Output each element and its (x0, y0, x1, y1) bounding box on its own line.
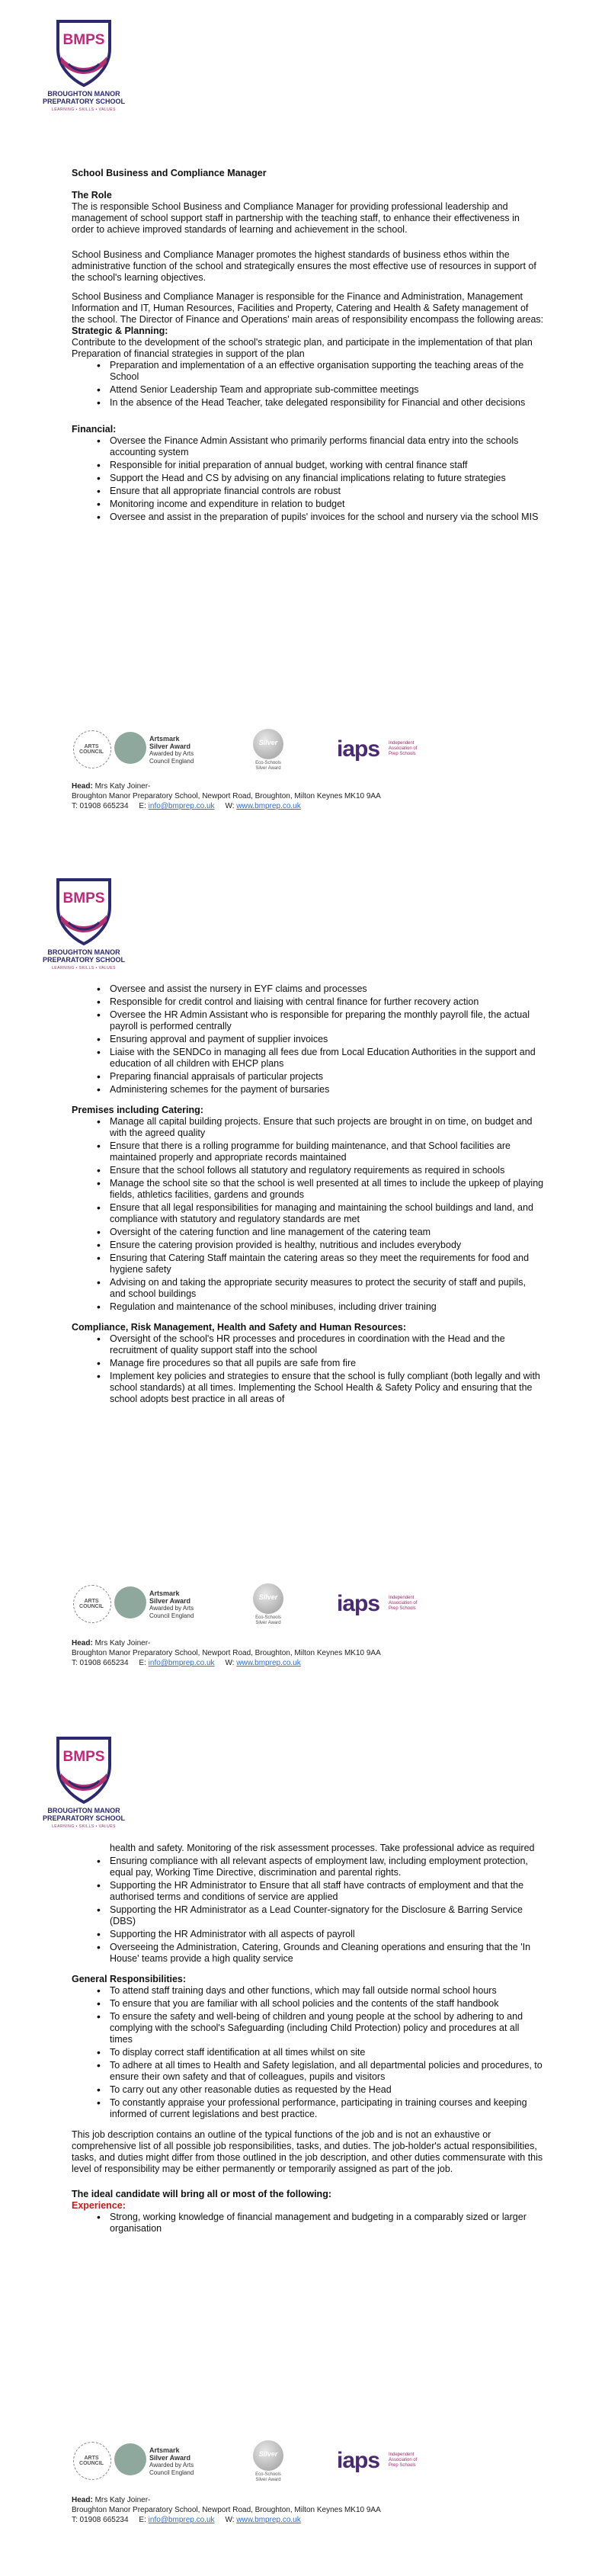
page-3 (0, 1717, 605, 2575)
list-item: • Ensure that all legal responsibilities for managing and maintaining the school buildings and land, and compliance with statutory and regulatory standards are met (72, 1202, 544, 1225)
experience-list (72, 2212, 544, 2234)
list-item: • To ensure the safety and well-being of children and young people at the school by adhering to and complying with the school's Safeguarding (including Child Protection) policy and procedures at all times (72, 2011, 544, 2045)
premises-list (72, 1116, 544, 1313)
website-link[interactable]: www.bmprep.co.uk (236, 802, 301, 810)
page-2-content (72, 983, 544, 1414)
strategic-line-1: Contribute to the development of the school's strategic plan, and participate in the implementation of that plan (72, 337, 533, 348)
list-item: • Manage the school site so that the school is well presented at all times to include the upkeep of playing fields, athletics facilities, gardens and grounds (72, 1178, 544, 1201)
list-item: • Ensure the catering provision provided is healthy, nutritious and includes everybody (72, 1240, 544, 1251)
school-logo (38, 1735, 130, 1834)
page-1-content (72, 168, 544, 532)
silver-award-badge: Silver Eco-Schools Silver Award (247, 729, 290, 772)
arts-council-badge: ARTS COUNCIL (73, 730, 111, 768)
list-item: • To constantly appraise your professional performance, participating in training courses and keeping informed of current legislations and best practice. (72, 2097, 544, 2120)
silver-award-badge: Silver Eco-Schools Silver Award (247, 1583, 290, 1626)
school-logo (38, 877, 130, 976)
list-item: • Ensure that there is a rolling programme for building maintenance, and that School facilities are maintained properly and appropriate records maintained (72, 1140, 544, 1163)
list-item: • Oversee and assist in the preparation of pupils' invoices for the school and nursery via the school MIS (72, 512, 544, 523)
list-item: • Support the Head and CS by advising on any financial implications relating to future strategies (72, 473, 544, 484)
list-item: • Ensure that the school follows all statutory and regulatory requirements as required in schools (72, 1165, 544, 1176)
financial-list-continued (72, 983, 544, 1096)
list-item: • Oversee the HR Admin Assistant who is responsible for preparing the monthly payroll file, the actual payroll is performed centrally (72, 1009, 544, 1032)
list-item: • To carry out any other reasonable duties as requested by the Head (72, 2084, 544, 2096)
page-footer: Head: Mrs Katy Joiner- Broughton Manor Preparatory School, Newport Road, Broughton, Milton Keynes MK10 9AA T: 01908 665234 E: info@bmprep.co.uk W: www.bmprep.co.uk (72, 782, 381, 810)
page-footer: Head: Mrs Katy Joiner- Broughton Manor Preparatory School, Newport Road, Broughton, Milton Keynes MK10 9AA T: 01908 665234 E: info@bmprep.co.uk W: www.bmprep.co.uk (72, 2496, 381, 2524)
list-item: • Implement key policies and strategies to ensure that the school is fully compliant (both legally and with school standards) at all times. Implementing the School Health & Safety Policy and ensuring that the school adopts best practice in all areas of (72, 1371, 544, 1405)
iaps-logo: iaps (337, 1591, 380, 1616)
iaps-logo: iaps (337, 736, 380, 762)
svg-text:BMPS: BMPS (62, 1749, 105, 1765)
list-item: • Attend Senior Leadership Team and appropriate sub-committee meetings (72, 384, 544, 396)
list-item: • Responsible for credit control and liaising with central finance for further recovery action (72, 996, 544, 1008)
iaps-subtitle: Independent Association of Prep Schools (389, 2452, 418, 2468)
list-item: • Manage all capital building projects. Ensure that such projects are brought in on time, on budget and with the agreed quality (72, 1116, 544, 1139)
arts-council-badge: ARTS COUNCIL (73, 1585, 111, 1623)
list-item: • Strong, working knowledge of financial management and budgeting in a comparably sized or larger organisation (72, 2212, 544, 2234)
role-paragraph-1: The is responsible School Business and Compliance Manager for providing professional leadership and management of school support staff in partnership with the teaching staff, to enhance their effectiveness in order to achieve improved standards of learning and achievement in the school. (72, 201, 520, 235)
artsmark-text: Artsmark Silver Award Awarded by Arts Council England (149, 2446, 194, 2476)
financial-heading: Financial: (72, 424, 117, 435)
email-link[interactable]: info@bmprep.co.uk (148, 1659, 215, 1667)
list-item: • Overseeing the Administration, Catering, Grounds and Cleaning operations and ensuring that the 'In House' teams provide a high quality service (72, 1942, 544, 1965)
list-item: • Supporting the HR Administrator as a Lead Counter-signatory for the Disclosure & Barring Service (DBS) (72, 1904, 544, 1927)
role-paragraph-3: School Business and Compliance Manager is responsible for the Finance and Administration, Management Information and IT, Human Resources, Facilities and Property, Catering and Health & Safety management of the school. The Director of Finance and Operations' main areas of responsibility encompass the following areas: (72, 291, 544, 325)
compliance-list (72, 1333, 544, 1405)
financial-list (72, 435, 544, 523)
list-item: • Oversight of the catering function and line management of the catering team (72, 1227, 544, 1238)
list-item: • Monitoring income and expenditure in relation to budget (72, 499, 544, 510)
list-item: • Regulation and maintenance of the school minibuses, including driver training (72, 1301, 544, 1313)
awards-strip (73, 2440, 424, 2483)
list-item: • Responsible for initial preparation of annual budget, working with central finance staff (72, 460, 544, 471)
artsmark-text: Artsmark Silver Award Awarded by Arts Council England (149, 1590, 194, 1619)
list-item: • Supporting the HR Administrator to Ensure that all staff have contracts of employment and that the authorised terms and conditions of service are applied (72, 1880, 544, 1903)
school-motto: LEARNING • SKILLS • VALUES (52, 1824, 116, 1829)
school-name-line1: BROUGHTON MANOR (47, 948, 120, 956)
role-paragraph-2: School Business and Compliance Manager promotes the highest standards of business ethos within the administrative function of the school and strategically ensures the most effective use of resources in support of the school's learning objectives. (72, 249, 536, 283)
list-item: • Liaise with the SENDCo in managing all fees due from Local Education Authorities in the support and education of all children with EHCP plans (72, 1047, 544, 1070)
compliance-continuation: health and safety. Monitoring of the risk assessment processes. Take professional advice as required (110, 1843, 535, 1853)
list-item: • Advising on and taking the appropriate security measures to protect the security of staff and pupils, and school buildings (72, 1277, 544, 1300)
list-item: • Ensuring compliance with all relevant aspects of employment law, including employment protection, equal pay, Working Time Directive, discrimination and parental rights. (72, 1856, 544, 1878)
strategic-list (72, 360, 544, 409)
list-item: • Administering schemes for the payment of bursaries (72, 1084, 544, 1096)
page-footer: Head: Mrs Katy Joiner- Broughton Manor Preparatory School, Newport Road, Broughton, Milton Keynes MK10 9AA T: 01908 665234 E: info@bmprep.co.uk W: www.bmprep.co.uk (72, 1639, 381, 1667)
ideal-candidate-heading: The ideal candidate will bring all or most of the following: (72, 2189, 331, 2199)
email-link[interactable]: info@bmprep.co.uk (148, 2516, 215, 2524)
school-name-line2: PREPARATORY SCHOOL (42, 98, 125, 105)
school-logo (38, 18, 130, 117)
iaps-subtitle: Independent Association of Prep Schools (389, 1596, 418, 1611)
list-item: • Ensuring that Catering Staff maintain the catering areas so they meet the requirements for food and hygiene safety (72, 1253, 544, 1275)
document-title: School Business and Compliance Manager (72, 168, 267, 178)
list-item: • To display correct staff identification at all times whilst on site (72, 2047, 544, 2058)
premises-heading: Premises including Catering: (72, 1105, 203, 1115)
iaps-logo: iaps (337, 2448, 380, 2473)
compliance-heading: Compliance, Risk Management, Health and Safety and Human Resources: (72, 1322, 407, 1333)
list-item: • Ensuring approval and payment of supplier invoices (72, 1034, 544, 1045)
crest-icon (55, 1735, 113, 1805)
svg-text:BMPS: BMPS (62, 890, 105, 906)
list-item: • To attend staff training days and other functions, which may fall outside normal school hours (72, 1985, 544, 1997)
arts-council-badge: ARTS COUNCIL (73, 2442, 111, 2480)
silver-award-badge: Silver Eco-Schools Silver Award (247, 2440, 290, 2483)
compliance-list-continued (72, 1856, 544, 1965)
school-name-line1: BROUGHTON MANOR (47, 90, 120, 98)
general-heading: General Responsibilities: (72, 1974, 187, 1984)
experience-heading: Experience: (72, 2200, 126, 2211)
list-item: • Manage fire procedures so that all pupils are safe from fire (72, 1358, 544, 1369)
list-item: • Oversight of the school's HR processes and procedures in coordination with the Head and the recruitment of quality support staff into the school (72, 1333, 544, 1356)
artsmark-icon (114, 732, 146, 764)
school-name-line2: PREPARATORY SCHOOL (42, 956, 125, 964)
list-item: • Ensure that all appropriate financial controls are robust (72, 486, 544, 497)
website-link[interactable]: www.bmprep.co.uk (236, 1659, 301, 1667)
list-item: • In the absence of the Head Teacher, take delegated responsibility for Financial and other decisions (72, 397, 544, 409)
school-name-line2: PREPARATORY SCHOOL (42, 1814, 125, 1822)
crest-icon (55, 18, 113, 88)
general-list (72, 1985, 544, 2120)
list-item: • Oversee and assist the nursery in EYF claims and processes (72, 983, 544, 995)
school-motto: LEARNING • SKILLS • VALUES (52, 107, 116, 112)
list-item: • To ensure that you are familiar with all school policies and the contents of the staff handbook (72, 1998, 544, 2010)
school-motto: LEARNING • SKILLS • VALUES (52, 966, 116, 970)
list-item: • Preparing financial appraisals of particular projects (72, 1071, 544, 1083)
website-link[interactable]: www.bmprep.co.uk (236, 2516, 301, 2524)
awards-strip (73, 1583, 424, 1626)
list-item: • Supporting the HR Administrator with all aspects of payroll (72, 1929, 544, 1940)
strategic-line-2: Preparation of financial strategies in support of the plan (72, 348, 305, 359)
email-link[interactable]: info@bmprep.co.uk (148, 802, 215, 810)
artsmark-icon (114, 1586, 146, 1618)
school-name-line1: BROUGHTON MANOR (47, 1807, 120, 1814)
summary-paragraph: This job description contains an outline of the typical functions of the job and is not an exhaustive or comprehensive list of all possible job responsibilities, tasks, and duties. The job-holder's actual responsibilities, tasks, and duties might differ from those outlined in the job description, and other duties commensurate with this level of responsibility may be either permanently or temporarily assigned as part of the job. (72, 2129, 543, 2174)
iaps-subtitle: Independent Association of Prep Schools (389, 741, 418, 756)
artsmark-icon (114, 2443, 146, 2475)
page-2 (0, 858, 605, 1717)
artsmark-text: Artsmark Silver Award Awarded by Arts Council England (149, 735, 194, 765)
awards-strip (73, 729, 424, 772)
page-3-content (72, 1843, 544, 2244)
strategic-heading: Strategic & Planning: (72, 326, 168, 336)
list-item: • To adhere at all times to Health and Safety legislation, and all departmental policies and procedures, to ensure their own safety and that of colleagues, pupils and visitors (72, 2060, 544, 2083)
crest-icon (55, 877, 113, 947)
page-1 (0, 0, 605, 858)
list-item: • Oversee the Finance Admin Assistant who primarily performs financial data entry into the schools accounting system (72, 435, 544, 458)
role-heading: The Role (72, 190, 112, 200)
list-item: • Preparation and implementation of a an effective organisation supporting the teaching areas of the School (72, 360, 544, 383)
svg-text:BMPS: BMPS (62, 32, 105, 48)
